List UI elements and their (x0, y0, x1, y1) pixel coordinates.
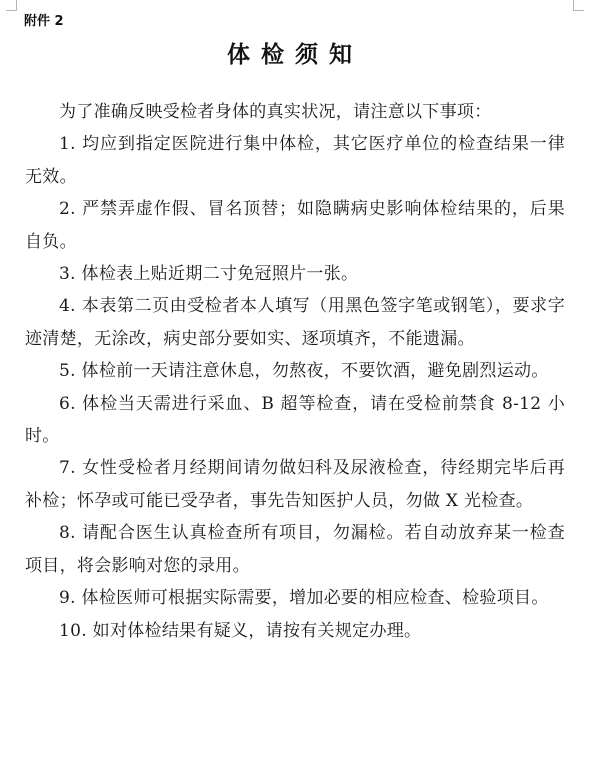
attachment-label: 附件 2 (24, 14, 64, 29)
page-corner-mark-right (573, 0, 584, 11)
notice-item-4: 4. 本表第二页由受检者本人填写（用黑色签字笔或钢笔），要求字迹清楚，无涂改，病史部分要如实、逐项填齐，不能遗漏。 (25, 296, 565, 349)
document-body (25, 96, 565, 647)
page-corner-mark-left (6, 0, 17, 11)
notice-item-6: 6. 体检当天需进行采血、B 超等检查，请在受检前禁食 8-12 小时。 (25, 393, 565, 447)
notice-item-10: 10. 如对体检结果有疑义，请按有关规定办理。 (59, 620, 422, 641)
notice-item-3: 3. 体检表上贴近期二寸免冠照片一张。 (59, 264, 359, 285)
intro-paragraph: 为了准确反映受检者身体的真实状况，请注意以下事项： (59, 102, 492, 122)
document-title: 体检须知 (227, 42, 363, 68)
notice-item-7: 7. 女性受检者月经期间请勿做妇科及尿液检查，待经期完毕后再补检；怀孕或可能已受孕者，事先告知医护人员，勿做 X 光检查。 (25, 458, 565, 511)
notice-item-9: 9. 体检医师可根据实际需要，增加必要的相应检查、检验项目。 (59, 588, 549, 609)
notice-item-2: 2. 严禁弄虚作假、冒名顶替；如隐瞒病史影响体检结果的，后果自负。 (25, 199, 565, 252)
notice-item-5: 5. 体检前一天请注意休息，勿熬夜，不要饮酒，避免剧烈运动。 (59, 361, 549, 382)
notice-item-8: 8. 请配合医生认真检查所有项目，勿漏检。若自动放弃某一检查项目，将会影响对您的录用。 (25, 523, 565, 576)
notice-item-1: 1. 均应到指定医院进行集中体检，其它医疗单位的检查结果一律无效。 (25, 134, 565, 187)
